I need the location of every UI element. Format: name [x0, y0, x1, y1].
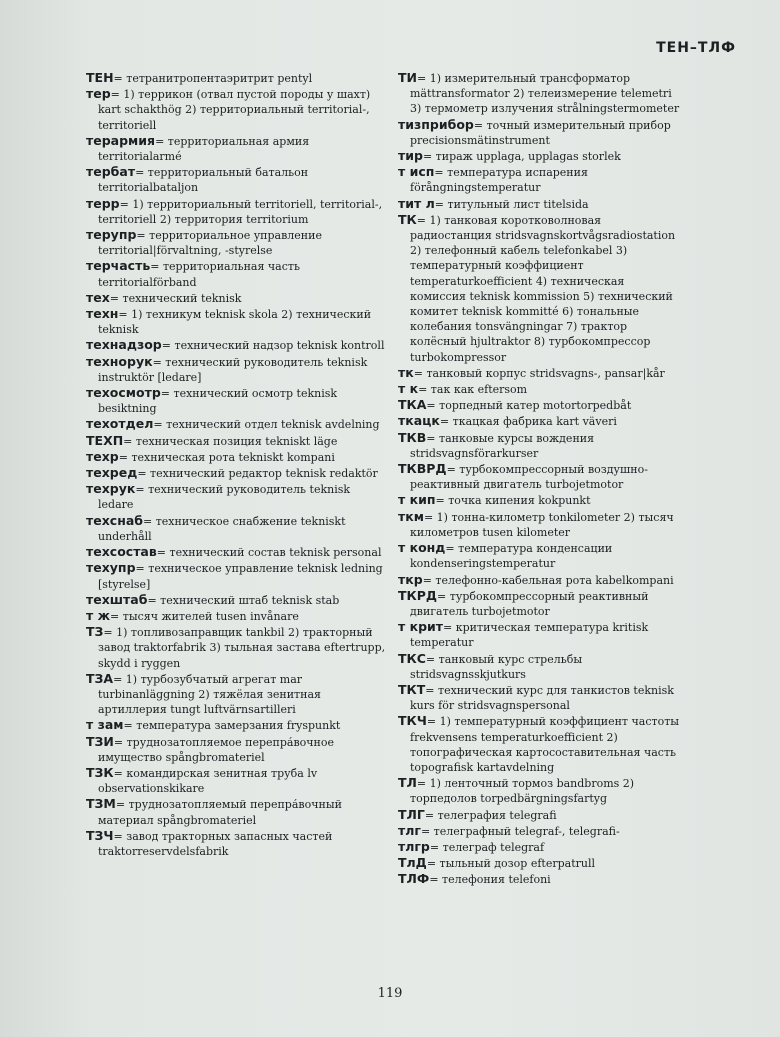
dictionary-entry — [398, 70, 680, 117]
entry-definition: = температура испарения förångningstemperatur — [410, 166, 588, 195]
left-column — [86, 70, 386, 859]
entry-headword: ТлД — [398, 855, 427, 871]
entry-definition: = точный измерительный прибор precisionsmätinstrument — [410, 118, 671, 147]
dictionary-entry — [86, 717, 386, 733]
entry-headword: техр — [86, 448, 119, 464]
dictionary-entry — [398, 212, 680, 365]
entry-headword: ТЛФ — [398, 871, 430, 887]
dictionary-entry — [86, 385, 386, 416]
entry-headword: техштаб — [86, 591, 148, 607]
entry-definition: = танковые курсы вождения stridsvagnsförarkurser — [410, 431, 595, 460]
entry-definition: = 1) танковая коротковолновая радиостанция stridsvagnskortvågsradiostation 2) телефонный кабель telefonkabel 3) температурный коэффициент temperaturkoefficient 4) техническая комиссия teknisk kommission 5) технический комитет teknisk kommitté 6) тональные колебания tonsvängningar 7) трактор колёсный hjultraktor 8) турбокомпрессор turbokompressor — [410, 213, 676, 364]
entry-headword: ткм — [398, 508, 424, 524]
dictionary-entry — [86, 196, 386, 227]
dictionary-entry — [398, 413, 680, 429]
dictionary-entry — [86, 544, 386, 560]
entry-definition: = 1) топливозаправщик tankbil 2) тракторный завод traktorfabrik 3) тыльная застава eftertrupp, skydd i ryggen — [98, 626, 386, 670]
entry-definition: = 1) техникум teknisk skola 2) технический teknisk — [98, 308, 372, 337]
dictionary-entry — [398, 839, 680, 855]
dictionary-entry — [398, 509, 680, 540]
entry-definition: = техническое снабжение tekniskt underhåll — [98, 514, 346, 543]
entry-headword: техотдел — [86, 416, 154, 432]
entry-definition: = технический руководитель teknisk instruktör [ledare] — [98, 355, 368, 384]
entry-headword: ТЛГ — [398, 806, 425, 822]
entry-definition: = технический редактор teknisk redaktör — [137, 467, 378, 481]
entry-definition: = труднозатопляемый перепра́вочный материал spångbromateriel — [98, 798, 342, 827]
dictionary-entry — [86, 592, 386, 608]
entry-definition: = техническая позиция tekniskt läge — [123, 434, 338, 448]
entry-definition: = территориальный батальон territorialbataljon — [98, 166, 309, 195]
entry-definition: = температура конденсации kondenseringstemperatur — [410, 542, 613, 571]
entry-headword: тк — [398, 364, 414, 380]
dictionary-entry — [398, 117, 680, 148]
entry-definition: = так как eftersom — [418, 383, 528, 397]
dictionary-entry — [86, 608, 386, 624]
entry-headword: тех — [86, 289, 110, 305]
entry-headword: ТЗЧ — [86, 827, 114, 843]
entry-headword: ТЕН — [86, 70, 114, 85]
entry-definition: = 1) ленточный тормоз bandbroms 2) торпедолов torpedbärgningsfartyg — [410, 777, 635, 806]
dictionary-entry — [398, 807, 680, 823]
entry-definition: = телефонно-кабельная рота kabelkompani — [422, 573, 674, 587]
entry-definition: = тираж upplaga, upplagas storlek — [422, 150, 621, 164]
dictionary-entry — [86, 624, 386, 671]
entry-definition: = турбокомпрессорный реактивный двигатель turbojetmotor — [410, 589, 649, 618]
dictionary-entry — [86, 560, 386, 591]
entry-definition: = технический отдел teknisk avdelning — [153, 418, 380, 432]
entry-headword: ТКТ — [398, 681, 426, 697]
entry-headword: техснаб — [86, 512, 143, 528]
entry-definition: = технический осмотр teknisk besiktning — [98, 387, 338, 416]
entry-definition: = 1) тонна-километр tonkilometer 2) тысяч километров tusen kilometer — [410, 510, 674, 539]
right-column — [398, 70, 680, 888]
entry-definition: = точка кипения kokpunkt — [435, 494, 591, 508]
dictionary-entry — [86, 306, 386, 337]
dictionary-entry — [398, 461, 680, 492]
entry-headword: ТЗК — [86, 764, 114, 780]
entry-headword: тир — [398, 148, 423, 164]
entry-headword: ТКВРД — [398, 461, 447, 477]
running-head: ТЕН–ТЛФ — [656, 40, 736, 56]
dictionary-entry — [86, 354, 386, 385]
entry-headword: техн — [86, 306, 119, 322]
entry-definition: = телеграф telegraf — [429, 840, 545, 854]
dictionary-entry — [398, 713, 680, 775]
dictionary-entry — [86, 416, 386, 432]
dictionary-entry — [86, 765, 386, 796]
dictionary-entry — [398, 775, 680, 806]
entry-definition: = территориальная армия territorialarmé — [98, 134, 310, 164]
entry-headword: ТЛ — [398, 775, 417, 791]
entry-definition: = критическая температура kritisk temperatur — [410, 621, 649, 650]
dictionary-entry — [398, 682, 680, 713]
dictionary-entry — [398, 196, 680, 212]
entry-headword: тлг — [398, 822, 421, 838]
entry-headword: ТКА — [398, 397, 427, 413]
entry-headword: терчасть — [86, 258, 151, 274]
dictionary-entry — [86, 481, 386, 512]
dictionary-entry — [398, 651, 680, 682]
dictionary-entry — [86, 227, 386, 258]
dictionary-entry — [86, 465, 386, 481]
entry-definition: = танковый корпус stridsvagns-, pansar|kår — [413, 366, 665, 380]
entry-definition: = завод тракторных запасных частей traktorreservdelsfabrik — [98, 829, 333, 858]
entry-definition: = турбокомпрессорный воздушно-реактивный двигатель turbojetmotor — [410, 463, 648, 492]
dictionary-entry — [86, 70, 386, 86]
entry-headword: т исп — [398, 164, 435, 180]
dictionary-entry — [398, 430, 680, 461]
dictionary-entry — [398, 365, 680, 381]
entry-definition: = 1) температурный коэффициент частоты frekvensens temperaturkoefficient 2) топографическая картосоставительная часть topografisk kartavdelning — [410, 715, 680, 774]
entry-headword: ТКС — [398, 650, 426, 666]
entry-definition: = технический надзор teknisk kontroll — [161, 339, 385, 353]
dictionary-entry — [86, 337, 386, 353]
dictionary-entry — [398, 540, 680, 571]
dictionary-entry — [86, 258, 386, 289]
entry-definition: = титульный лист titelsida — [434, 197, 589, 211]
dictionary-entry — [398, 148, 680, 164]
dictionary-entry — [398, 381, 680, 397]
entry-definition: = техническая рота tekniskt kompani — [118, 450, 335, 464]
entry-headword: тизприбор — [398, 116, 474, 132]
entry-headword: ткр — [398, 571, 423, 587]
entry-definition: = танковый курс стрельбы stridsvagnsskjutkurs — [410, 652, 583, 681]
dictionary-entry — [86, 133, 386, 164]
entry-headword: ТКВ — [398, 429, 427, 445]
entry-headword: ТЕХП — [86, 432, 124, 448]
entry-definition: = технический штаб teknisk stab — [147, 593, 340, 607]
entry-headword: тлгр — [398, 838, 430, 854]
entry-definition: = ткацкая фабрика kart väveri — [439, 415, 617, 429]
entry-definition: = торпедный катер motortorpedbåt — [426, 399, 632, 413]
entry-headword: ТЗ — [86, 624, 104, 640]
dictionary-entry — [86, 796, 386, 827]
dictionary-entry — [86, 86, 386, 133]
dictionary-entry — [86, 449, 386, 465]
entry-definition: = командирская зенитная труба lv observationskikare — [98, 766, 318, 796]
dictionary-entry — [398, 572, 680, 588]
dictionary-entry — [398, 823, 680, 839]
entry-definition: = технический teknisk — [109, 291, 242, 305]
dictionary-entry — [398, 397, 680, 413]
entry-headword: т кип — [398, 492, 436, 508]
entry-definition: = 1) измерительный трансформатор mättransformator 2) телеизмерение telemetri 3) термометр излучения strålningstermometer — [410, 72, 680, 116]
entry-headword: техрук — [86, 481, 136, 497]
dictionary-entry — [398, 871, 680, 887]
dictionary-entry — [398, 492, 680, 508]
entry-headword: терупр — [86, 227, 137, 243]
entry-definition: = тыльный дозор efterpatrull — [426, 857, 595, 871]
dictionary-entry — [398, 164, 680, 195]
entry-headword: т к — [398, 381, 419, 397]
entry-headword: ТК — [398, 211, 417, 227]
dictionary-entry — [398, 588, 680, 619]
entry-definition: = технический курс для танкистов teknisk kurs för stridsvagnspersonal — [410, 683, 674, 713]
entry-headword: т ж — [86, 607, 111, 623]
entry-headword: тербат — [86, 164, 136, 180]
entry-definition: = температура замерзания fryspunkt — [123, 719, 341, 733]
entry-definition: = технический руководитель teknisk ledare — [98, 483, 351, 512]
dictionary-entry — [86, 828, 386, 859]
entry-headword: тит л — [398, 195, 435, 211]
entry-definition: = 1) турбозубчатый агрегат mar turbinanläggning 2) тяжёлая зенитная артиллерия tungt luftvärnsartilleri — [98, 672, 321, 717]
entry-definition: = территориальное управление territorial|förvaltning, -styrelse — [98, 229, 322, 258]
entry-definition: = территориальная часть territorialförband — [98, 260, 300, 289]
entry-definition: = тетранитропентаэритрит pentyl — [113, 72, 313, 85]
entry-headword: ТЗМ — [86, 796, 116, 812]
entry-definition: = техническое управление teknisk ledning [styrelse] — [98, 562, 383, 591]
dictionary-entry — [86, 734, 386, 765]
entry-definition: = телеграфный telegraf-, telegrafi- — [420, 824, 620, 838]
entry-headword: техосмотр — [86, 385, 161, 401]
entry-headword: ТЗИ — [86, 733, 114, 749]
entry-headword: техсостав — [86, 544, 157, 560]
dictionary-entry — [86, 433, 386, 449]
page-number: 119 — [377, 986, 403, 1001]
entry-definition: = телефония telefoni — [429, 873, 551, 887]
entry-headword: технорук — [86, 353, 153, 369]
entry-definition: = телеграфия telegrafi — [424, 808, 557, 822]
dictionary-entry — [86, 290, 386, 306]
entry-headword: ТКЧ — [398, 713, 427, 729]
entry-definition: = 1) террикон (отвал пустой породы у шахт) kart schakthög 2) территориальный territorial-, territoriell — [98, 88, 371, 132]
entry-headword: ТЗА — [86, 670, 114, 686]
entry-headword: ткацк — [398, 413, 440, 429]
entry-headword: т зам — [86, 717, 124, 733]
dictionary-entry — [398, 619, 680, 650]
entry-headword: терр — [86, 195, 120, 211]
entry-definition: = труднозатопляемое перепра́вочное имущество spångbromateriel — [98, 735, 335, 764]
entry-headword: т конд — [398, 540, 446, 556]
entry-headword: техред — [86, 465, 138, 481]
entry-headword: тер — [86, 86, 111, 102]
entry-definition: = технический состав teknisk personal — [156, 546, 382, 560]
entry-headword: терармия — [86, 132, 156, 148]
dictionary-entry — [398, 855, 680, 871]
entry-headword: техупр — [86, 560, 136, 576]
entry-headword: ТИ — [398, 70, 417, 85]
entry-headword: технадзор — [86, 337, 162, 353]
dictionary-entry — [86, 513, 386, 544]
entry-headword: т крит — [398, 619, 444, 635]
entry-headword: ТКРД — [398, 587, 438, 603]
dictionary-entry — [86, 164, 386, 195]
entry-definition: = 1) территориальный territoriell, territorial-, territoriell 2) территория territorium — [98, 197, 383, 226]
dictionary-entry — [86, 671, 386, 718]
entry-definition: = тысяч жителей tusen invånare — [110, 609, 299, 623]
